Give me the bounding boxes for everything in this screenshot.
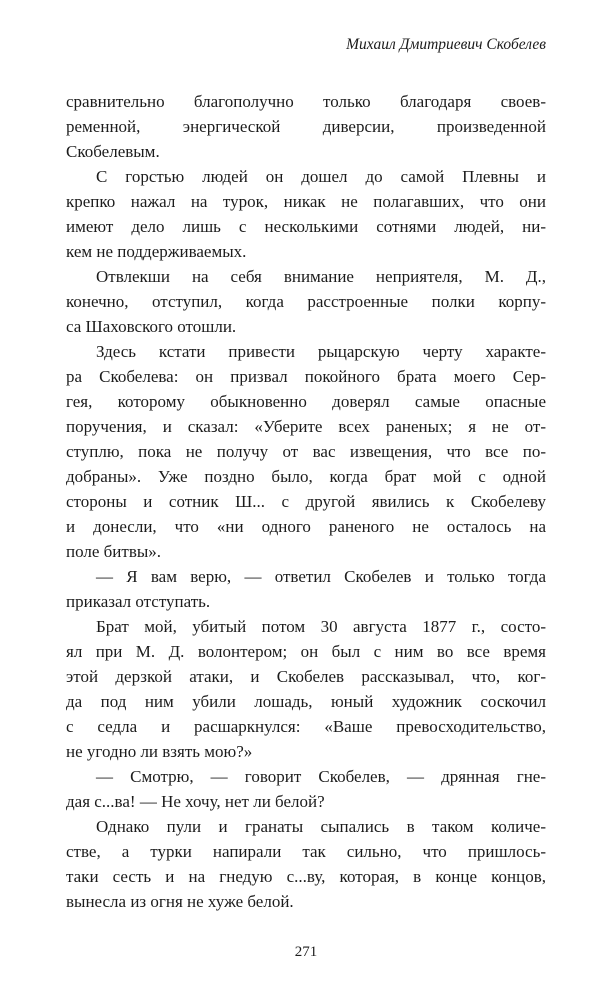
text-line: ременной, энергической диверсии, произведенной [66,117,546,136]
text-line: — Смотрю, — говорит Скобелев, — дрянная гне- [96,767,546,786]
text-line: вынесла из огня не хуже белой. [66,892,294,911]
text-line: дая с...ва! — Не хочу, нет ли белой? [66,792,325,811]
text-line: ра Скобелева: он призвал покойного брата моего Сер- [66,367,546,386]
paragraph [66,564,546,614]
text-line: поручения, и сказал: «Уберите всех раненых; я не от- [66,417,546,436]
paragraph [66,264,546,339]
text-line: и донесли, что «ни одного раненого не осталось на [66,517,546,536]
text-line: — Я вам верю, — ответил Скобелев и только тогда [96,567,546,586]
paragraph [66,814,546,914]
text-line: да под ним убили лошадь, юный художник соскочил [66,692,546,711]
text-line: Однако пули и гранаты сыпались в таком количе- [96,817,546,836]
text-line: стве, а турки напирали так сильно, что пришлось- [66,842,546,861]
text-line: са Шаховского отошли. [66,317,237,336]
text-line: таки сесть и на гнедую с...ву, которая, в конце концов, [66,867,546,886]
text-line: стороны и сотник Ш... с другой явились к Скобелеву [66,492,546,511]
text-line: этой дерзкой атаки, и Скобелев рассказывал, что, ког- [66,667,546,686]
text-line: крепко нажал на турок, никак не полагавших, что они [66,192,546,211]
text-line: приказал отступать. [66,592,211,611]
paragraph [66,339,546,564]
text-line: С горстью людей он дошел до самой Плевны и [96,167,546,186]
text-line: кем не поддерживаемых. [66,242,247,261]
text-line: Отвлекши на себя внимание неприятеля, М. Д., [96,267,546,286]
text-line: с седла и расшаркнулся: «Ваше превосходительство, [66,717,546,736]
text-line: конечно, отступил, когда расстроенные полки корпу- [66,292,546,311]
text-line: ступлю, пока не получу от вас извещения, что все по- [66,442,546,461]
body-text [66,89,546,914]
text-line: ял при М. Д. волонтером; он был с ним во все время [66,642,546,661]
text-line: имеют дело лишь с несколькими сотнями людей, ни- [66,217,546,236]
paragraph [66,614,546,764]
text-line: поле битвы». [66,542,162,561]
text-line: не угодно ли взять мою?» [66,742,253,761]
paragraph [66,89,546,164]
text-line: гея, которому обыкновенно доверял самые опасные [66,392,546,411]
text-line: добраны». Уже поздно было, когда брат мой с одной [66,467,546,486]
page-content [66,36,546,914]
text-line: Здесь кстати привести рыцарскую черту характе- [96,342,546,361]
text-line: Скобелевым. [66,142,160,161]
text-line: сравнительно благополучно только благодаря своев- [66,92,546,111]
page-number: 271 [294,944,318,960]
paragraph [66,164,546,264]
running-header: Михаил Дмитриевич Скобелев [346,36,546,53]
paragraph [66,764,546,814]
text-line: Брат мой, убитый потом 30 августа 1877 г., состо- [96,617,546,636]
